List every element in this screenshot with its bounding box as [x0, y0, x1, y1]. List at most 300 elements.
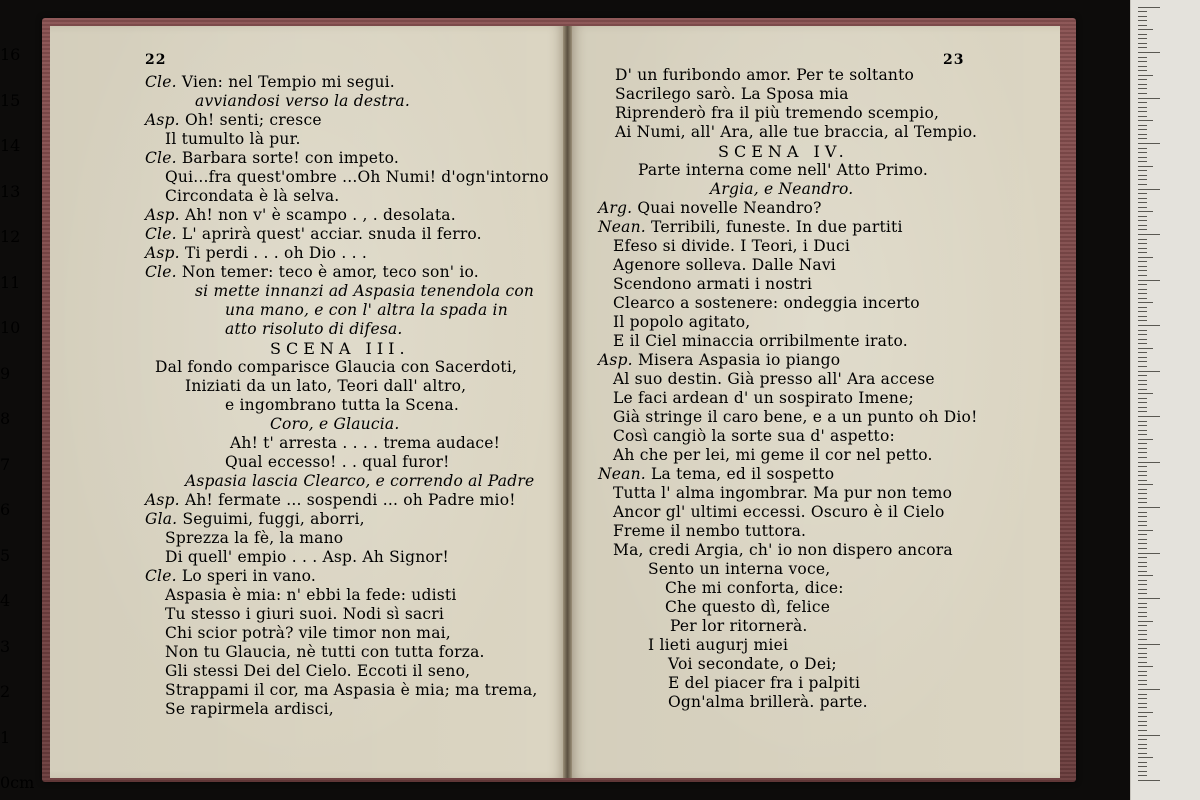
- ruler-tick: [1138, 189, 1160, 190]
- right-page-text-line: [615, 104, 939, 123]
- ruler-tick: [1138, 603, 1147, 604]
- ruler-tick: [1138, 334, 1147, 335]
- right-page-text-line: [613, 313, 750, 332]
- ruler-number: 15: [0, 90, 21, 110]
- ruler-tick: [1138, 298, 1147, 299]
- ruler-tick: [1138, 216, 1147, 217]
- ruler-tick: [1138, 571, 1147, 572]
- ruler-tick: [1138, 498, 1147, 499]
- right-page-text-line: [613, 332, 908, 351]
- left-page-text-line: [225, 396, 459, 415]
- ruler-tick: [1138, 384, 1147, 385]
- ruler-tick: [1138, 735, 1160, 736]
- speaker-label: Asp.: [145, 491, 185, 509]
- right-page-text-line: [613, 370, 935, 389]
- ruler-tick: [1138, 393, 1153, 394]
- ruler-tick: [1138, 634, 1147, 635]
- speaker-label: Cle.: [145, 567, 182, 585]
- right-page-text-line: [613, 484, 952, 503]
- left-page-text-line: [155, 358, 517, 377]
- ruler-tick: [1138, 766, 1147, 767]
- ruler-tick: [1138, 730, 1147, 731]
- ruler-tick: [1138, 657, 1147, 658]
- ruler-tick: [1138, 748, 1147, 749]
- verse-text: Già stringe il caro bene, e a un punto oh Dio!: [613, 408, 978, 426]
- left-page-text-line: [270, 339, 410, 358]
- right-page-text-line: [670, 617, 808, 636]
- ruler-tick: [1138, 689, 1160, 690]
- verse-text: Seguimi, fuggi, aborri,: [182, 510, 365, 528]
- verse-text: Ancor gl' ultimi eccessi. Oscuro è il Cielo: [613, 503, 945, 521]
- left-page-text-line: [165, 548, 449, 567]
- right-page-text-line: [615, 85, 849, 104]
- ruler-tick: [1138, 220, 1147, 221]
- verse-text: L' aprirà quest' acciar. snuda il ferro.: [181, 225, 482, 243]
- verse-text: Aspasia è mia: n' ebbi la fede: udisti: [165, 586, 457, 604]
- verse-text: Terribili, funeste. In due partiti: [651, 218, 903, 236]
- ruler-tick: [1138, 152, 1147, 153]
- verse-text: SCENA III.: [270, 339, 410, 358]
- ruler-tick: [1138, 775, 1147, 776]
- left-page-text-line: [145, 111, 322, 130]
- ruler-tick: [1138, 79, 1147, 80]
- ruler-tick: [1138, 430, 1147, 431]
- ruler-tick: [1138, 607, 1147, 608]
- ruler-tick: [1138, 425, 1147, 426]
- ruler-tick: [1138, 111, 1147, 112]
- ruler-tick: [1138, 780, 1160, 781]
- right-page-text-line: [613, 408, 978, 427]
- right-page-text-line: [710, 180, 853, 199]
- ruler-tick: [1138, 589, 1147, 590]
- verse-text: Ah che per lei, mi geme il cor nel petto.: [613, 446, 933, 464]
- ruler-tick: [1138, 339, 1147, 340]
- ruler-tick: [1138, 434, 1147, 435]
- ruler-tick: [1138, 753, 1147, 754]
- verse-text: Ti perdi . . . oh Dio . . .: [184, 244, 367, 262]
- ruler-tick: [1138, 684, 1147, 685]
- verse-text: Voi secondate, o Dei;: [668, 655, 837, 673]
- ruler-tick: [1138, 502, 1147, 503]
- ruler-number: 9: [0, 363, 11, 383]
- ruler-tick: [1138, 625, 1147, 626]
- verse-text: avviandosi verso la destra.: [195, 92, 410, 110]
- verse-text: La tema, ed il sospetto: [651, 465, 835, 483]
- verse-text: Ah! non v' è scampo . , . desolata.: [184, 206, 456, 224]
- left-page-text-line: [165, 130, 301, 149]
- ruler-tick: [1138, 462, 1160, 463]
- right-page-text-line: [598, 199, 822, 218]
- ruler-number: 12: [0, 227, 21, 246]
- ruler-tick: [1138, 489, 1147, 490]
- verse-text: Di quell' empio . . . Asp. Ah Signor!: [165, 548, 449, 566]
- ruler-tick: [1138, 179, 1147, 180]
- ruler-tick: [1138, 398, 1147, 399]
- verse-text: Non temer: teco è amor, teco son' io.: [181, 263, 479, 281]
- ruler-tick: [1138, 70, 1147, 71]
- ruler-tick: [1138, 475, 1147, 476]
- left-page-text-line: [185, 377, 466, 396]
- speaker-label: Asp.: [145, 111, 185, 129]
- ruler-tick: [1138, 202, 1147, 203]
- ruler-tick: [1138, 471, 1147, 472]
- speaker-label: Arg.: [598, 199, 638, 217]
- ruler-tick: [1138, 712, 1153, 713]
- ruler-tick: [1138, 293, 1147, 294]
- ruler-tick: [1138, 129, 1147, 130]
- verse-text: Efeso si divide. I Teori, i Duci: [613, 237, 851, 255]
- verse-text: Qui...fra quest'ombre ...Oh Numi! d'ogn'intorno: [165, 168, 549, 186]
- verse-text: Vien: nel Tempio mi segui.: [181, 73, 395, 91]
- right-page-text-line: [668, 655, 837, 674]
- verse-text: D' un furibondo amor. Per te soltanto: [615, 66, 915, 84]
- left-page-text-line: [165, 700, 334, 719]
- verse-text: Coro, e Glaucia.: [270, 415, 400, 433]
- ruler-tick: [1138, 88, 1147, 89]
- ruler-tick: [1138, 316, 1147, 317]
- ruler-tick: [1138, 261, 1147, 262]
- ruler-tick: [1138, 375, 1147, 376]
- verse-text: Barbara sorte! con impeto.: [181, 149, 399, 167]
- left-page-text-line: [195, 282, 534, 301]
- ruler-tick: [1138, 161, 1147, 162]
- verse-text: Qual eccesso! . . qual furor!: [225, 453, 450, 471]
- ruler-tick: [1138, 421, 1147, 422]
- ruler-tick: [1138, 548, 1147, 549]
- speaker-label: Asp.: [598, 351, 638, 369]
- left-page-text-line: [185, 472, 534, 491]
- ruler-tick: [1138, 484, 1153, 485]
- ruler-tick: [1138, 257, 1153, 258]
- ruler-tick: [1138, 211, 1153, 212]
- ruler-number: 10: [0, 318, 21, 337]
- ruler-tick: [1138, 694, 1147, 695]
- verse-text: Ah! fermate ... sospendi ... oh Padre mio!: [184, 491, 516, 509]
- ruler-tick: [1138, 539, 1147, 540]
- verse-text: Parte interna come nell' Atto Primo.: [638, 161, 928, 179]
- ruler-tick: [1138, 47, 1147, 48]
- left-page-text-line: [145, 567, 316, 586]
- right-page-text-line: [598, 351, 840, 370]
- speaker-label: Asp.: [145, 244, 185, 262]
- verse-text: Misera Aspasia io piango: [637, 351, 841, 369]
- ruler-tick: [1138, 7, 1160, 8]
- ruler-tick: [1138, 284, 1147, 285]
- verse-text: una mano, e con l' altra la spada in: [225, 301, 508, 319]
- verse-text: Se rapirmela ardisci,: [165, 700, 334, 718]
- ruler-number: 4: [0, 591, 11, 610]
- speaker-label: Gla.: [145, 510, 183, 528]
- ruler-tick: [1138, 57, 1147, 58]
- ruler-tick: [1138, 703, 1147, 704]
- right-page-text-line: [613, 256, 836, 275]
- ruler-tick: [1138, 575, 1153, 576]
- left-page-text-line: [165, 529, 343, 548]
- right-page-text-line: [598, 465, 834, 484]
- ruler-tick: [1138, 534, 1147, 535]
- right-page-text-line: [613, 503, 945, 522]
- ruler-tick: [1138, 239, 1147, 240]
- left-page-text-line: [145, 491, 516, 510]
- ruler-tick: [1138, 75, 1153, 76]
- verse-text: Argia, e Neandro.: [710, 180, 854, 198]
- ruler-tick: [1138, 343, 1147, 344]
- ruler-tick: [1138, 653, 1147, 654]
- left-page-text-line: [165, 605, 444, 624]
- verse-text: Scendono armati i nostri: [613, 275, 813, 293]
- verse-text: I lieti augurj miei: [648, 636, 789, 654]
- ruler-tick: [1138, 762, 1147, 763]
- verse-text: Sento un interna voce,: [648, 560, 831, 578]
- ruler-tick: [1138, 29, 1153, 30]
- ruler-number: 7: [0, 454, 11, 474]
- ruler-tick: [1138, 584, 1147, 585]
- ruler-tick: [1138, 493, 1147, 494]
- verse-text: Oh! senti; cresce: [184, 111, 322, 129]
- left-page-text-line: [145, 149, 399, 168]
- verse-text: Strappami il cor, ma Aspasia è mia; ma trema,: [165, 681, 538, 699]
- ruler-tick: [1138, 61, 1147, 62]
- left-page-text-line: [225, 320, 403, 339]
- left-page-text-line: [145, 263, 479, 282]
- left-page-text-line: [145, 206, 456, 225]
- verse-text: Freme il nembo tuttora.: [613, 522, 807, 540]
- ruler-tick: [1138, 516, 1147, 517]
- verse-text: e ingombrano tutta la Scena.: [225, 396, 459, 414]
- ruler-tick: [1138, 307, 1147, 308]
- verse-text: Gli stessi Dei del Cielo. Eccoti il seno,: [165, 662, 471, 680]
- verse-text: Tu stesso i giuri suoi. Nodi sì sacri: [165, 605, 445, 623]
- verse-text: Iniziati da un lato, Teori dall' altro,: [185, 377, 467, 395]
- speaker-label: Nean.: [598, 218, 652, 236]
- ruler-tick: [1138, 371, 1160, 372]
- speaker-label: Cle.: [145, 149, 182, 167]
- ruler-tick: [1138, 675, 1147, 676]
- verse-text: Sprezza la fè, la mano: [165, 529, 344, 547]
- ruler-tick: [1138, 102, 1147, 103]
- ruler-tick: [1138, 443, 1147, 444]
- ruler-tick: [1138, 407, 1147, 408]
- right-page-text-line: [613, 294, 920, 313]
- ruler-tick: [1138, 25, 1147, 26]
- ruler-tick: [1138, 361, 1147, 362]
- speaker-label: Cle.: [145, 263, 182, 281]
- ruler-tick: [1138, 43, 1147, 44]
- ruler-tick: [1138, 116, 1147, 117]
- verse-text: Dal fondo comparisce Glaucia con Sacerdoti,: [155, 358, 518, 376]
- left-page-text-line: [165, 624, 451, 643]
- right-page-text-line: [613, 275, 812, 294]
- ruler-tick: [1138, 616, 1147, 617]
- ruler-tick: [1138, 166, 1153, 167]
- left-page-text-line: [270, 415, 399, 434]
- verse-text: Lo speri in vano.: [181, 567, 316, 585]
- ruler-tick: [1138, 439, 1153, 440]
- ruler-tick: [1138, 330, 1147, 331]
- right-page-text-line: [613, 427, 895, 446]
- ruler-number: 0cm: [0, 773, 35, 792]
- verse-text: Il tumulto là pur.: [165, 130, 301, 148]
- ruler-tick: [1138, 639, 1147, 640]
- ruler-tick: [1138, 320, 1147, 321]
- ruler-number: 16: [0, 45, 21, 64]
- verse-text: Il popolo agitato,: [613, 313, 751, 331]
- ruler-tick: [1138, 175, 1147, 176]
- ruler-tick: [1138, 530, 1153, 531]
- ruler-tick: [1138, 143, 1160, 144]
- ruler-tick: [1138, 52, 1160, 53]
- verse-text: Circondata è là selva.: [165, 187, 340, 205]
- ruler-tick: [1138, 480, 1147, 481]
- ruler-tick: [1138, 707, 1147, 708]
- ruler-tick: [1138, 521, 1147, 522]
- speaker-label: Nean.: [598, 465, 652, 483]
- right-page-text-line: [613, 389, 914, 408]
- ruler-tick: [1138, 739, 1147, 740]
- ruler-number: 8: [0, 409, 11, 428]
- left-page-text-line: [145, 244, 367, 263]
- verse-text: Tutta l' alma ingombrar. Ma pur non temo: [613, 484, 953, 502]
- verse-text: Ma, credi Argia, ch' io non dispero ancora: [613, 541, 953, 559]
- ruler-tick: [1138, 580, 1147, 581]
- ruler-tick: [1138, 252, 1147, 253]
- ruler-tick: [1138, 234, 1160, 235]
- ruler-tick: [1138, 325, 1160, 326]
- ruler-tick: [1138, 107, 1147, 108]
- left-page-text-line: [195, 92, 410, 111]
- right-page-text-line: [613, 446, 933, 465]
- ruler-tick: [1138, 512, 1147, 513]
- ruler-tick: [1138, 275, 1147, 276]
- ruler-tick: [1138, 134, 1147, 135]
- verse-text: Non tu Glaucia, nè tutti con tutta forza.: [165, 643, 485, 661]
- ruler-tick: [1138, 198, 1147, 199]
- verse-text: Clearco a sostenere: ondeggia incerto: [613, 294, 920, 312]
- ruler-tick: [1138, 553, 1160, 554]
- ruler-tick: [1138, 411, 1147, 412]
- left-page-text-line: [165, 643, 485, 662]
- ruler-tick: [1138, 266, 1147, 267]
- ruler-tick: [1138, 566, 1147, 567]
- ruler-tick: [1138, 93, 1147, 94]
- book-gutter: [563, 26, 572, 778]
- ruler-tick: [1138, 671, 1147, 672]
- ruler-tick: [1138, 229, 1147, 230]
- verse-text: Al suo destin. Già presso all' Ara accese: [613, 370, 935, 388]
- ruler-tick: [1138, 389, 1147, 390]
- ruler-tick: [1138, 452, 1147, 453]
- verse-text: Ai Numi, all' Ara, alle tue braccia, al Tempio.: [615, 123, 978, 141]
- ruler-tick: [1138, 698, 1147, 699]
- ruler-number: 11: [0, 272, 21, 292]
- left-page-text-line: [145, 73, 395, 92]
- verse-text: Chi scior potrà? vile timor non mai,: [165, 624, 451, 642]
- verse-text: Agenore solleva. Dalle Navi: [613, 256, 836, 274]
- verse-text: atto risoluto di difesa.: [225, 320, 403, 338]
- ruler-tick: [1138, 416, 1160, 417]
- verse-text: Ogn'alma brillerà. parte.: [668, 693, 868, 711]
- ruler-tick: [1138, 448, 1147, 449]
- verse-text: SCENA IV.: [718, 142, 849, 161]
- ruler-tick: [1138, 66, 1147, 67]
- ruler-tick: [1138, 357, 1147, 358]
- speaker-label: Asp.: [145, 206, 185, 224]
- ruler-tick: [1138, 366, 1147, 367]
- left-page-text-line: [225, 301, 508, 320]
- left-page-text-line: [145, 225, 482, 244]
- ruler-tick: [1138, 352, 1147, 353]
- ruler-tick: [1138, 562, 1147, 563]
- ruler-tick: [1138, 612, 1147, 613]
- ruler-tick: [1138, 280, 1160, 281]
- speaker-label: Cle.: [145, 73, 182, 91]
- page-number-left: 22: [145, 52, 167, 68]
- right-page-text-line: [665, 598, 830, 617]
- ruler-tick: [1138, 348, 1153, 349]
- right-page-text-line: [668, 674, 860, 693]
- ruler-tick: [1138, 525, 1147, 526]
- ruler-tick: [1138, 243, 1147, 244]
- ruler-tick: [1138, 193, 1147, 194]
- speaker-label: Cle.: [145, 225, 182, 243]
- right-page-text-line: [668, 693, 868, 712]
- ruler-tick: [1138, 120, 1153, 121]
- left-page-text-line: [165, 681, 538, 700]
- verse-text: E il Ciel minaccia orribilmente irato.: [613, 332, 908, 350]
- ruler-tick: [1138, 662, 1147, 663]
- ruler-tick: [1138, 644, 1160, 645]
- ruler-tick: [1138, 270, 1147, 271]
- right-page-text-line: [615, 66, 914, 85]
- verse-text: E del piacer fra i palpiti: [668, 674, 861, 692]
- ruler-tick: [1138, 184, 1147, 185]
- verse-text: Che questo dì, felice: [665, 598, 831, 616]
- ruler-tick: [1138, 138, 1147, 139]
- verse-text: Per lor ritornerà.: [670, 617, 808, 635]
- right-page-text-line: [638, 161, 928, 180]
- verse-text: Che mi conforta, dice:: [665, 579, 844, 597]
- ruler-tick: [1138, 125, 1147, 126]
- right-page-text-line: [718, 142, 849, 161]
- verse-text: Sacrilego sarò. La Sposa mia: [615, 85, 849, 103]
- right-page-text-line: [598, 218, 903, 237]
- ruler-tick: [1138, 598, 1160, 599]
- ruler-number: 2: [0, 682, 11, 701]
- ruler-tick: [1138, 20, 1147, 21]
- ruler-number: 3: [0, 636, 11, 656]
- ruler-tick: [1138, 84, 1147, 85]
- left-page-text-line: [230, 434, 500, 453]
- ruler-tick: [1138, 225, 1147, 226]
- right-page-text-line: [613, 237, 850, 256]
- right-page-text-line: [615, 123, 977, 142]
- verse-text: Le faci ardean d' un sospirato Imene;: [613, 389, 914, 407]
- ruler-tick: [1138, 716, 1147, 717]
- ruler-tick: [1138, 34, 1147, 35]
- ruler-tick: [1138, 744, 1147, 745]
- left-page-text-line: [165, 168, 549, 187]
- ruler-tick: [1138, 457, 1147, 458]
- verse-text: si mette innanzi ad Aspasia tenendola con: [195, 282, 535, 300]
- ruler-tick: [1138, 666, 1153, 667]
- ruler-tick: [1138, 402, 1147, 403]
- ruler-tick: [1138, 757, 1153, 758]
- ruler-tick: [1138, 98, 1160, 99]
- ruler-number: 14: [0, 136, 21, 155]
- right-page-text-line: [613, 541, 953, 560]
- ruler-tick: [1138, 593, 1147, 594]
- left-page-text-line: [165, 586, 457, 605]
